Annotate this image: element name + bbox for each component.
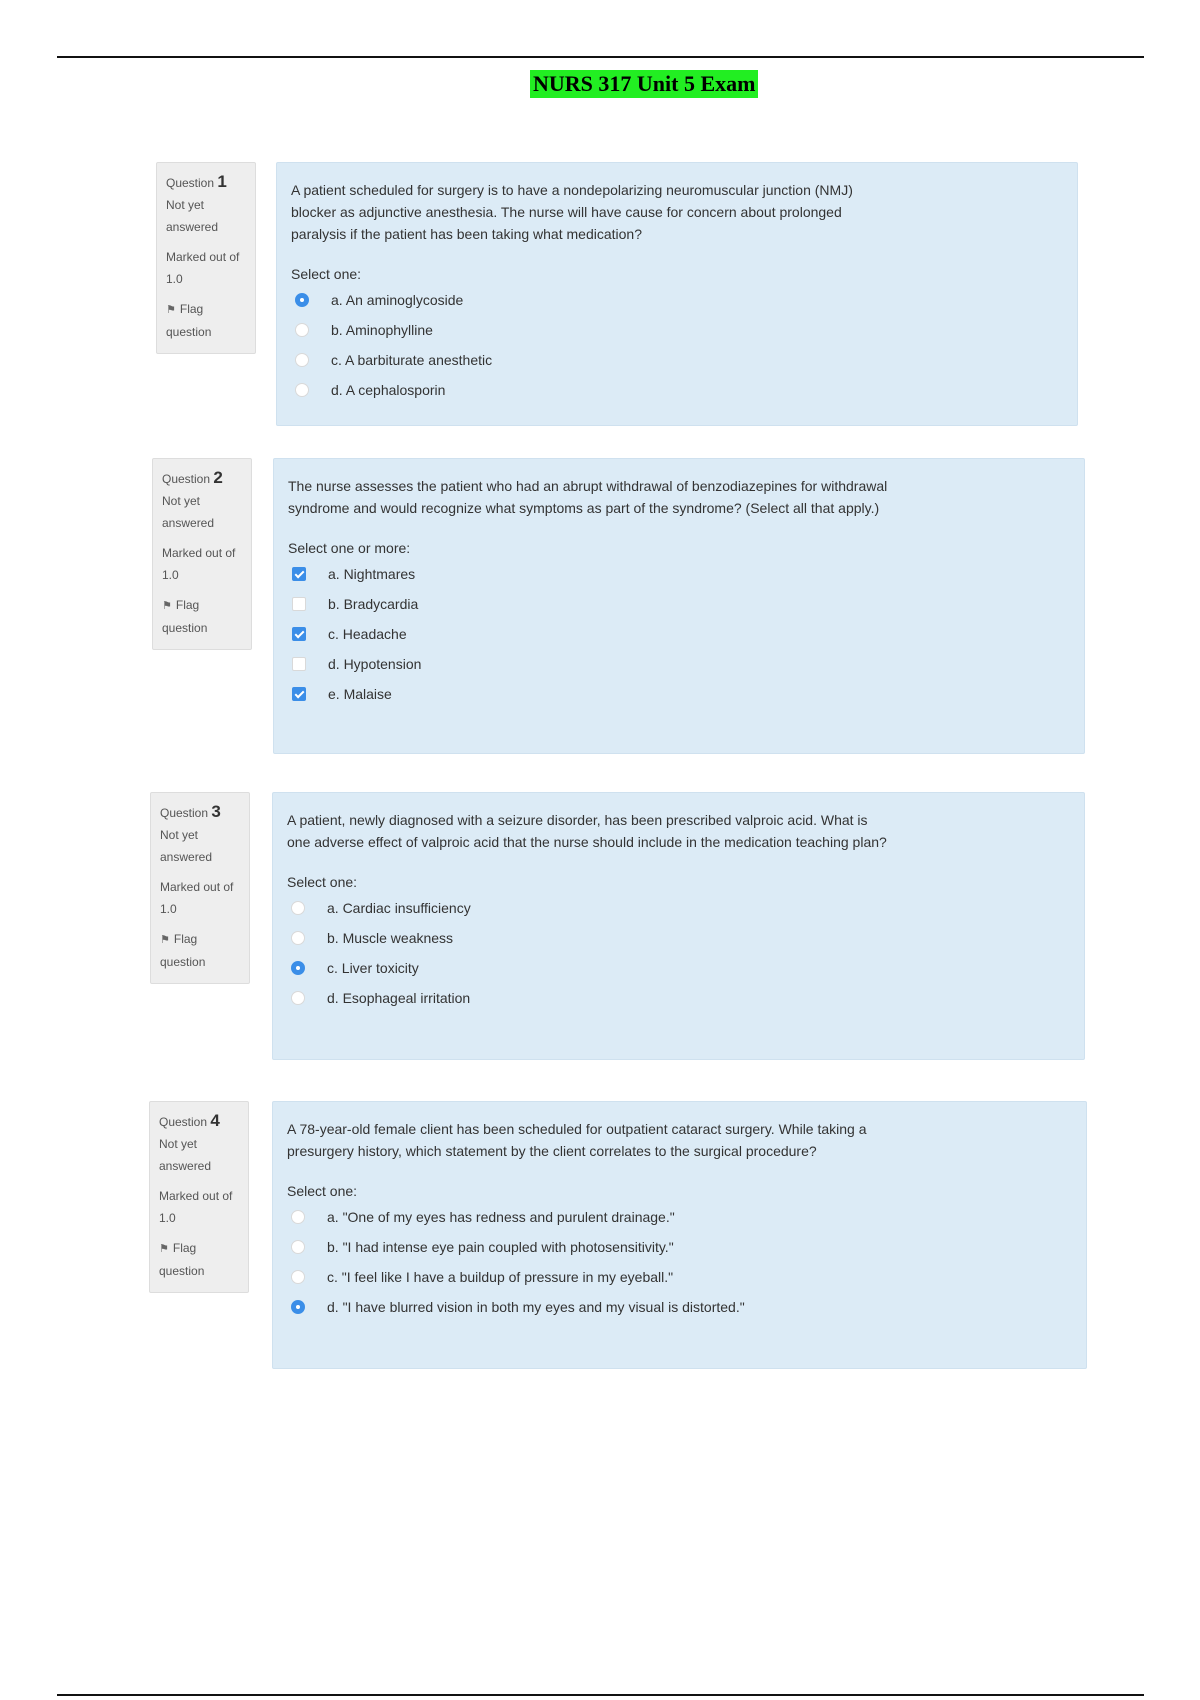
question-text: The nurse assesses the patient who had an abrupt withdrawal of benzodiazepines for withdrawal syndrome and would recognize what symptoms as part of the syndrome? (Select all that apply.)	[288, 478, 888, 516]
bottom-rule	[57, 1694, 1144, 1696]
question-number-label: Question 1	[166, 172, 227, 191]
status-line: answered	[166, 220, 219, 234]
radio-button[interactable]	[291, 901, 305, 915]
radio-button[interactable]	[291, 991, 305, 1005]
answer-prompt: Select one:	[287, 1183, 358, 1199]
status-line: answered	[160, 850, 213, 864]
page-title: NURS 317 Unit 5 Exam	[530, 70, 758, 98]
answer-option[interactable]: a. Cardiac insufficiency	[287, 893, 1070, 923]
checkbox[interactable]	[292, 687, 306, 701]
status-line: Not yet	[160, 828, 199, 842]
flag-icon: ⚑	[166, 304, 176, 316]
status-line: answered	[159, 1159, 212, 1173]
radio-button[interactable]	[291, 931, 305, 945]
checkbox[interactable]	[292, 567, 306, 581]
status-line: Not yet	[162, 494, 201, 508]
answer-option[interactable]: e. Malaise	[288, 679, 1070, 709]
checkbox[interactable]	[292, 627, 306, 641]
answer-option[interactable]: a. Nightmares	[288, 559, 1070, 589]
answer-option[interactable]: a. An aminoglycoside	[291, 285, 1063, 315]
answer-option[interactable]: d. Esophageal irritation	[287, 983, 1070, 1013]
question-text: A patient, newly diagnosed with a seizure disorder, has been prescribed valproic acid. What is one adverse effect of valproic acid that the nurse should include in the medication teaching plan?	[287, 812, 887, 850]
flag-icon: ⚑	[159, 1243, 169, 1255]
checkbox[interactable]	[292, 597, 306, 611]
flag-question-text: question	[159, 1264, 205, 1278]
status-line: Not yet	[166, 198, 205, 212]
radio-button[interactable]	[291, 1300, 305, 1314]
radio-button[interactable]	[291, 1270, 305, 1284]
radio-button[interactable]	[295, 323, 309, 337]
question-number-label: Question 3	[160, 802, 221, 821]
checkbox[interactable]	[292, 657, 306, 671]
marks-line: 1.0	[166, 272, 183, 286]
answer-option[interactable]: c. Liver toxicity	[287, 953, 1070, 983]
answer-option[interactable]: d. "I have blurred vision in both my eyes and my visual is distorted."	[287, 1292, 1072, 1322]
question-number-label: Question 4	[159, 1111, 220, 1130]
marks-line: 1.0	[159, 1211, 176, 1225]
flag-question-text: question	[162, 621, 208, 635]
marks-line: Marked out of	[160, 880, 234, 894]
answer-prompt: Select one:	[287, 874, 358, 890]
marks-line: Marked out of	[159, 1189, 233, 1203]
answer-option[interactable]: d. A cephalosporin	[291, 375, 1063, 405]
flag-icon: ⚑	[162, 600, 172, 612]
answer-prompt: Select one:	[291, 266, 362, 282]
flag-question-link[interactable]: ⚑ Flag	[160, 928, 241, 951]
marks-line: Marked out of	[162, 546, 236, 560]
answer-option[interactable]: b. Muscle weakness	[287, 923, 1070, 953]
question-number-label: Question 2	[162, 468, 223, 487]
flag-question-link[interactable]: ⚑ Flag	[159, 1237, 240, 1260]
flag-question-text: question	[160, 955, 206, 969]
answer-option[interactable]: c. "I feel like I have a buildup of pressure in my eyeball."	[287, 1262, 1072, 1292]
top-rule	[57, 56, 1144, 58]
question-info-1	[156, 162, 256, 354]
question-box-1	[276, 162, 1078, 426]
flag-question-link[interactable]: ⚑ Flag	[162, 594, 243, 617]
radio-button[interactable]	[295, 383, 309, 397]
question-info-2	[152, 458, 252, 650]
radio-button[interactable]	[291, 1240, 305, 1254]
question-info-4	[149, 1101, 249, 1293]
status-line: Not yet	[159, 1137, 198, 1151]
flag-icon: ⚑	[160, 934, 170, 946]
answer-option[interactable]: b. "I had intense eye pain coupled with photosensitivity."	[287, 1232, 1072, 1262]
flag-question-link[interactable]: ⚑ Flag	[166, 298, 247, 321]
marks-line: 1.0	[160, 902, 177, 916]
radio-button[interactable]	[295, 353, 309, 367]
answer-option[interactable]: b. Bradycardia	[288, 589, 1070, 619]
question-text: A 78-year-old female client has been scheduled for outpatient cataract surgery. While taking a presurgery history, which statement by the client correlates to the surgical procedure?	[287, 1121, 867, 1159]
flag-question-text: question	[166, 325, 212, 339]
answer-option[interactable]: c. Headache	[288, 619, 1070, 649]
marks-line: 1.0	[162, 568, 179, 582]
question-box-3	[272, 792, 1085, 1060]
answer-option[interactable]: c. A barbiturate anesthetic	[291, 345, 1063, 375]
radio-button[interactable]	[295, 293, 309, 307]
marks-line: Marked out of	[166, 250, 240, 264]
question-info-3	[150, 792, 250, 984]
radio-button[interactable]	[291, 961, 305, 975]
status-line: answered	[162, 516, 215, 530]
question-box-4	[272, 1101, 1087, 1369]
answer-prompt: Select one or more:	[288, 540, 411, 556]
answer-option[interactable]: d. Hypotension	[288, 649, 1070, 679]
question-box-2	[273, 458, 1085, 754]
answer-option[interactable]: b. Aminophylline	[291, 315, 1063, 345]
radio-button[interactable]	[291, 1210, 305, 1224]
answer-option[interactable]: a. "One of my eyes has redness and purulent drainage."	[287, 1202, 1072, 1232]
question-text: A patient scheduled for surgery is to have a nondepolarizing neuromuscular junction (NMJ) blocker as adjunctive anesthesia. The nurse will have cause for concern about prolonged paralysis if the patient has been taking what medication?	[291, 182, 853, 242]
